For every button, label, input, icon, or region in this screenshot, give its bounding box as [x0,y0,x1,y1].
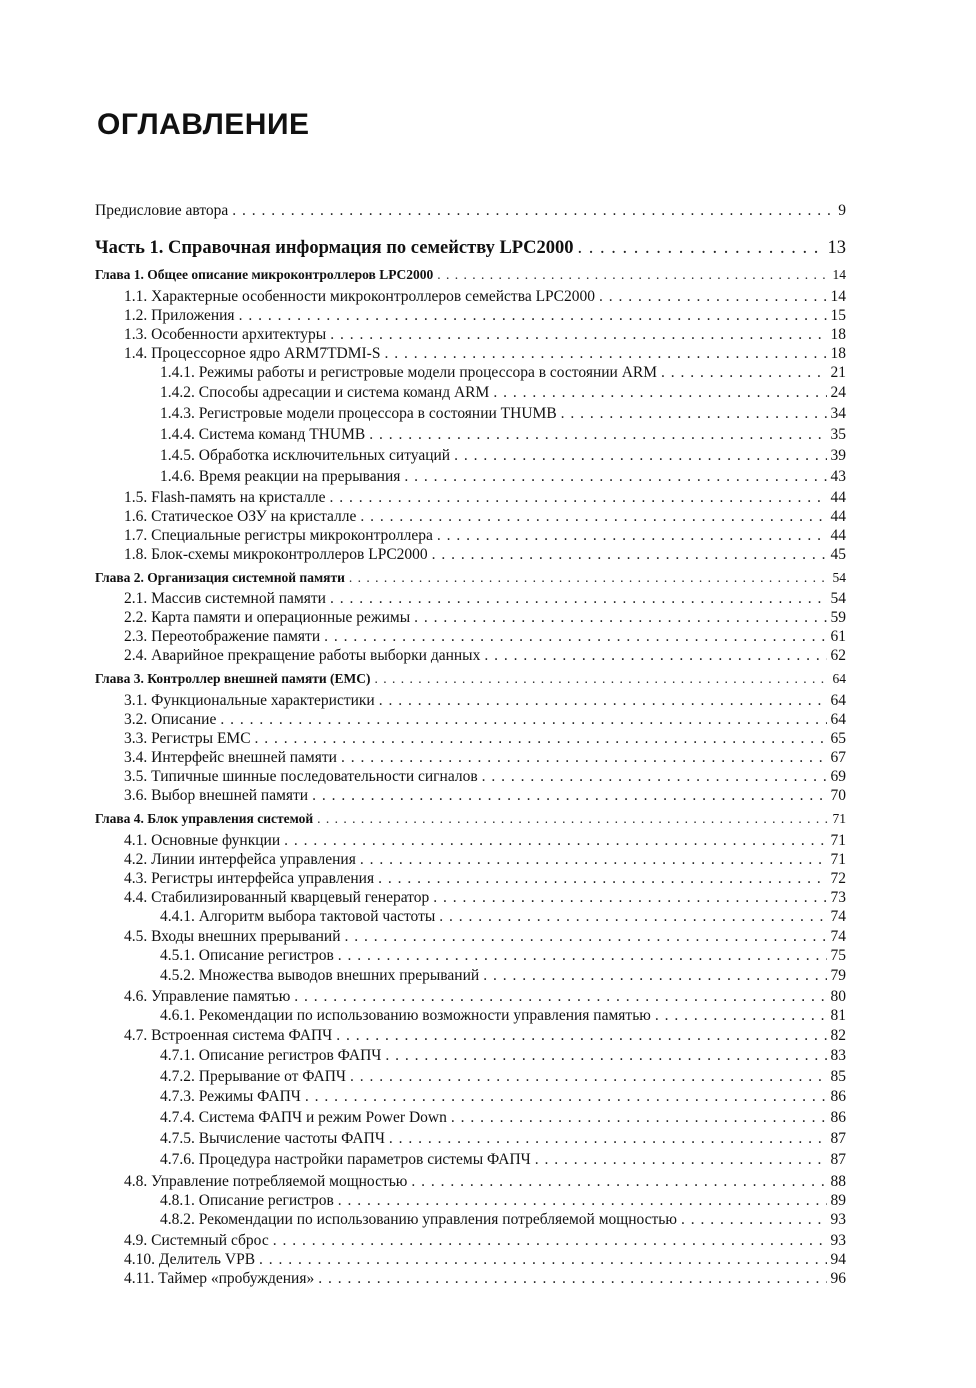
toc-page-number: 79 [830,967,846,984]
dot-leader [432,545,827,565]
toc-entry-title: 4.9. Системный сброс [124,1232,269,1249]
toc-page-number: 39 [830,447,846,464]
toc-entry-title: 1.8. Блок-схемы микроконтроллеров LPC2000 [124,546,428,563]
toc-entry-title: 4.7.4. Система ФАПЧ и режим Power Down [160,1109,447,1126]
toc-entry-title: 3.4. Интерфейс внешней памяти [124,749,337,766]
toc-entry[interactable] [160,467,846,487]
dot-leader [349,568,829,588]
dot-leader [305,1087,827,1107]
toc-entry-title: 1.4.4. Система команд THUMB [160,426,366,443]
dot-leader [318,1269,826,1289]
toc-page-number: 45 [830,546,846,563]
toc-part[interactable] [95,236,846,260]
toc-page-number: 93 [830,1232,846,1249]
toc-page-number: 65 [830,730,846,747]
toc-entry-title: 1.4.5. Обработка исключительных ситуаций [160,447,451,464]
dot-leader [375,669,829,689]
dot-leader [655,1006,827,1026]
toc-page-number: 21 [830,364,846,381]
toc-page-number: 74 [830,908,846,925]
toc-entry-title: 1.5. Flash-память на кристалле [124,489,326,506]
toc-entry[interactable] [160,446,846,466]
toc-page-number: 54 [830,590,846,607]
dot-leader [437,265,828,285]
page-title: ОГЛАВЛЕНИЕ [97,108,310,141]
toc-entry-title: 4.5.1. Описание регистров [160,947,334,964]
dot-leader [414,608,826,628]
toc-entry[interactable] [124,927,846,947]
toc-page-number: 62 [830,647,846,664]
toc-page-number: 24 [830,384,846,401]
dot-leader [561,404,827,424]
toc-entry-title: 1.7. Специальные регистры микроконтроллера [124,527,433,544]
dot-leader [324,627,826,647]
dot-leader [433,888,826,908]
dot-leader [482,767,827,787]
toc-entry[interactable] [160,404,846,424]
toc-entry-title: 2.1. Массив системной памяти [124,590,326,607]
toc-entry-title: 1.4.3. Регистровые модели процессора в состоянии THUMB [160,405,557,422]
toc-entry[interactable] [124,325,846,345]
dot-leader [577,236,823,260]
toc-entry-title: 4.4. Стабилизированный кварцевый генератор [124,889,430,906]
toc-entry[interactable] [124,786,846,806]
dot-leader [330,325,826,345]
toc-entry-title: 1.2. Приложения [124,307,235,324]
toc-entry[interactable] [124,589,846,609]
toc-entry[interactable] [124,850,846,870]
toc-page-number: 64 [830,692,846,709]
toc-entry[interactable] [124,646,846,666]
toc-page-number: 69 [830,768,846,785]
toc-entry-title: 1.6. Статическое ОЗУ на кристалле [124,508,357,525]
toc-entry[interactable] [124,608,846,628]
toc-page-number: 71 [830,851,846,868]
toc-entry-title: 3.6. Выбор внешней памяти [124,787,309,804]
toc-entry-title: 4.5.2. Множества выводов внешних прерываний [160,967,480,984]
toc-entry[interactable] [160,907,846,927]
toc-entry[interactable] [160,1006,846,1026]
dot-leader [330,488,827,508]
dot-leader [312,786,826,806]
toc-entry-title: 4.11. Таймер «пробуждения» [124,1270,315,1287]
toc-entry-title: 3.2. Описание [124,711,217,728]
toc-entry[interactable] [124,691,846,711]
toc-entry-title: 1.4. Процессорное ядро ARM7TDMI-S [124,345,381,362]
toc-page-number: 9 [838,202,846,219]
toc-entry-title: 4.1. Основные функции [124,832,281,849]
dot-leader [341,748,827,768]
dot-leader [294,987,826,1007]
toc-page-number: 15 [830,307,846,324]
toc-entry-title: 2.2. Карта памяти и операционные режимы [124,609,411,626]
toc-page-number: 61 [830,628,846,645]
dot-leader [404,467,826,487]
toc-chapter[interactable] [95,809,846,829]
toc-page-number: 13 [827,238,846,258]
toc-entry-title: 3.3. Регистры EMC [124,730,251,747]
toc-entry-title: 1.4.2. Способы адресации и система команд ARM [160,384,490,401]
toc-entry[interactable] [124,869,846,889]
toc-page-number: 18 [830,326,846,343]
toc-entry[interactable] [124,287,846,307]
toc-page-number: 44 [830,508,846,525]
toc-entry-title: 4.6.1. Рекомендации по использованию возможности управления памятью [160,1007,651,1024]
dot-leader [599,287,826,307]
toc-entry-title: 4.7. Встроенная система ФАПЧ [124,1027,333,1044]
dot-leader [379,691,827,711]
dot-leader [385,1046,826,1066]
toc-entry-title: Часть 1. Справочная информация по семейству LPC2000 [95,238,574,258]
toc-entry[interactable] [124,1269,846,1289]
toc-page-number: 75 [830,947,846,964]
toc-entry-title: 4.3. Регистры интерфейса управления [124,870,375,887]
toc-page-number: 83 [830,1047,846,1064]
toc-page-number: 18 [830,345,846,362]
toc-entry[interactable] [160,1046,846,1066]
toc-entry[interactable] [124,306,846,326]
toc-entry[interactable] [124,1172,846,1192]
dot-leader [284,831,826,851]
toc-entry-title: Глава 1. Общее описание микроконтроллеров LPC2000 [95,267,434,282]
toc-entry-title: 4.8. Управление потребляемой мощностью [124,1173,408,1190]
toc-entry-title: 2.3. Переотображение памяти [124,628,321,645]
dot-leader [273,1231,827,1251]
dot-leader [439,907,826,927]
toc-entry[interactable] [124,545,846,565]
toc-chapter[interactable] [95,669,846,689]
toc-entry[interactable] [160,1108,846,1128]
toc-entry-title: 4.8.2. Рекомендации по использованию управления потребляемой мощностью [160,1211,677,1228]
dot-leader [681,1210,827,1230]
toc-entry[interactable] [160,1087,846,1107]
toc-entry[interactable] [124,987,846,1007]
toc-entry-title: 4.7.1. Описание регистров ФАПЧ [160,1047,382,1064]
dot-leader [661,363,826,383]
toc-entry[interactable] [160,1150,846,1170]
dot-leader [360,507,826,527]
dot-leader [369,425,826,445]
dot-leader [360,850,827,870]
dot-leader [535,1150,827,1170]
toc-page-number: 73 [830,889,846,906]
toc-chapter[interactable] [95,568,846,588]
dot-leader [350,1067,827,1087]
toc-page-number: 85 [830,1068,846,1085]
dot-leader [220,710,826,730]
dot-leader [389,1129,827,1149]
toc-page-number: 72 [830,870,846,887]
toc-page-number: 64 [830,711,846,728]
toc-entry-title: Глава 4. Блок управления системой [95,811,314,826]
toc-entry-title: Глава 3. Контроллер внешней памяти (EMC) [95,671,371,686]
toc-entry-title: 4.7.3. Режимы ФАПЧ [160,1088,301,1105]
dot-leader [411,1172,826,1192]
toc-page-number: 87 [830,1151,846,1168]
toc-page-number: 14 [830,288,846,305]
dot-leader [239,306,827,326]
toc-entry-title: Предисловие автора [95,202,229,219]
dot-leader [232,201,834,221]
toc-page-number: 14 [832,267,846,282]
toc-entry[interactable] [160,1191,846,1211]
dot-leader [493,383,826,403]
toc-page-number: 81 [830,1007,846,1024]
toc-page-number: 93 [830,1211,846,1228]
toc-page-number: 88 [830,1173,846,1190]
toc-page-number: 70 [830,787,846,804]
dot-leader [483,966,826,986]
toc-page-number: 64 [832,671,846,686]
toc-page-number: 67 [830,749,846,766]
toc-page-number: 86 [830,1088,846,1105]
toc-entry[interactable] [160,1129,846,1149]
dot-leader [451,1108,827,1128]
toc-page-number: 44 [830,489,846,506]
toc-entry[interactable] [124,1231,846,1251]
toc-page-number: 59 [830,609,846,626]
toc-page-number: 43 [830,468,846,485]
toc-entry-title: 3.1. Функциональные характеристики [124,692,375,709]
toc-entry-title: 4.7.5. Вычисление частоты ФАПЧ [160,1130,385,1147]
toc-entry[interactable] [160,383,846,403]
dot-leader [437,526,827,546]
toc-entry-title: 4.6. Управление памятью [124,988,291,1005]
dot-leader [336,1026,826,1046]
toc-page-number: 71 [830,832,846,849]
toc-entry[interactable] [124,488,846,508]
toc-entry-title: 1.1. Характерные особенности микроконтроллеров семейства LPC2000 [124,288,596,305]
toc-entry[interactable] [160,966,846,986]
toc-entry-title: 1.4.6. Время реакции на прерывания [160,468,401,485]
toc-page-number: 96 [830,1270,846,1287]
toc-entry[interactable] [124,710,846,730]
toc-entry[interactable] [124,627,846,647]
toc-entry-title: 4.2. Линии интерфейса управления [124,851,356,868]
toc-entry[interactable] [124,888,846,908]
toc-entry-title: 1.4.1. Режимы работы и регистровые модели процессора в состоянии ARM [160,364,658,381]
toc-entry[interactable] [124,748,846,768]
toc-entry[interactable] [124,767,846,787]
toc-entry[interactable] [124,526,846,546]
dot-leader [484,646,826,666]
toc-entry-title: 1.3. Особенности архитектуры [124,326,327,343]
dot-leader [259,1250,826,1270]
dot-leader [378,869,826,889]
toc-page-number: 35 [830,426,846,443]
toc-entry-title: Глава 2. Организация системной памяти [95,570,345,585]
toc-page-number: 44 [830,527,846,544]
toc-page-number: 54 [832,570,846,585]
dot-leader [330,589,827,609]
toc-page-number: 71 [832,811,846,826]
toc-entry[interactable] [160,363,846,383]
toc-entry[interactable] [124,831,846,851]
dot-leader [255,729,827,749]
toc-entry-title: 3.5. Типичные шинные последовательности сигналов [124,768,478,785]
toc-entry[interactable] [124,1026,846,1046]
toc-entry-title: 2.4. Аварийное прекращение работы выборки данных [124,647,481,664]
toc-entry-title: 4.7.6. Процедура настройки параметров системы ФАПЧ [160,1151,531,1168]
dot-leader [454,446,826,466]
toc-page-number: 86 [830,1109,846,1126]
toc-entry[interactable] [124,729,846,749]
toc-entry[interactable] [160,425,846,445]
toc-entry[interactable] [95,201,846,221]
toc-entry[interactable] [124,1250,846,1270]
toc-entry[interactable] [124,344,846,364]
toc-page-number: 80 [830,988,846,1005]
dot-leader [345,927,827,947]
dot-leader [338,1191,827,1211]
toc-page-number: 87 [830,1130,846,1147]
toc-entry[interactable] [124,507,846,527]
toc-entry-title: 4.8.1. Описание регистров [160,1192,334,1209]
dot-leader [384,344,826,364]
toc-entry-title: 4.4.1. Алгоритм выбора тактовой частоты [160,908,436,925]
toc-entry[interactable] [160,1067,846,1087]
toc-chapter[interactable] [95,265,846,285]
toc-page-number: 34 [830,405,846,422]
toc-page-number: 82 [830,1027,846,1044]
toc-page-number: 89 [830,1192,846,1209]
toc-entry-title: 4.7.2. Прерывание от ФАПЧ [160,1068,346,1085]
toc-entry[interactable] [160,946,846,966]
toc-entry[interactable] [160,1210,846,1230]
toc-page-number: 94 [830,1251,846,1268]
toc-entry-title: 4.5. Входы внешних прерываний [124,928,341,945]
dot-leader [317,809,828,829]
toc-entry-title: 4.10. Делитель VPB [124,1251,256,1268]
toc-page-number: 74 [830,928,846,945]
dot-leader [338,946,827,966]
